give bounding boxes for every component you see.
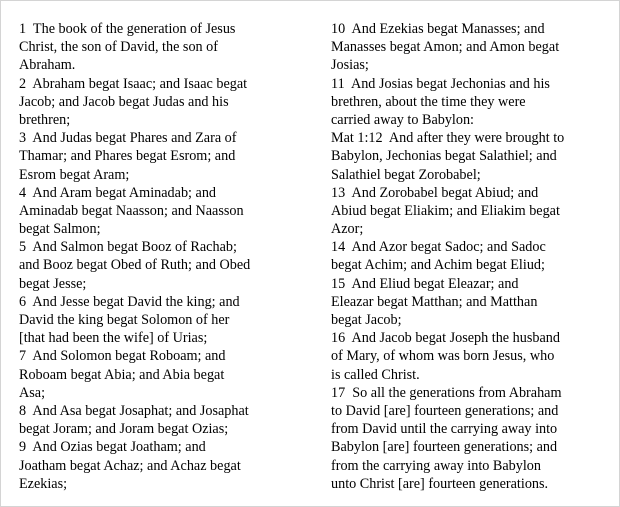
text-line: Manasses begat Amon; and Amon begat [331, 39, 560, 56]
text-line: 11 And Josias begat Jechonias and his [331, 75, 550, 92]
text-line: [that had been the wife] of Urias; [19, 330, 208, 347]
text-line: is called Christ. [331, 366, 420, 383]
text-line: 2 Abraham begat Isaac; and Isaac begat [19, 75, 248, 92]
text-line: of Mary, of whom was born Jesus, who [331, 348, 555, 365]
text-line: brethren; [19, 111, 71, 128]
text-line: 13 And Zorobabel begat Abiud; and [331, 184, 539, 201]
text-line: begat Achim; and Achim begat Eliud; [331, 257, 545, 274]
text-line: from David until the carrying away into [331, 421, 558, 438]
text-line: begat Jesse; [19, 275, 87, 292]
text-line: Aminadab begat Naasson; and Naasson [19, 202, 244, 219]
text-line: Babylon, Jechonias begat Salathiel; and [331, 148, 557, 165]
text-line: Abraham. [19, 57, 76, 74]
text-line: begat Jacob; [331, 312, 402, 328]
text-line: Mat 1:12 And after they were brought to [331, 130, 565, 147]
text-line: Jacob; and Jacob begat Judas and his [19, 93, 229, 110]
text-line: Asa; [19, 384, 46, 401]
text-line: carried away to Babylon: [331, 111, 475, 128]
text-line: Joatham begat Achaz; and Achaz begat [19, 457, 241, 474]
text-line: Eleazar begat Matthan; and Matthan [331, 293, 538, 310]
text-line: Roboam begat Abia; and Abia begat [19, 366, 225, 383]
text-line: Christ, the son of David, the son of [19, 39, 218, 56]
text-line: Thamar; and Phares begat Esrom; and [19, 148, 236, 165]
text-line: unto Christ [are] fourteen generations. [331, 475, 549, 492]
text-line: David the king begat Solomon of her [19, 312, 230, 328]
text-line: 1 The book of the generation of Jesus [19, 21, 236, 37]
text-line: 16 And Jacob begat Joseph the husband [331, 330, 560, 347]
text-line: 14 And Azor begat Sadoc; and Sadoc [331, 239, 546, 256]
text-line: begat Joram; and Joram begat Ozias; [19, 421, 229, 438]
text-line: 8 And Asa begat Josaphat; and Josaphat [19, 402, 249, 419]
text-line: begat Salmon; [19, 221, 101, 238]
text-line: 5 And Salmon begat Booz of Rachab; [19, 239, 237, 256]
text-line: 10 And Ezekias begat Manasses; and [331, 21, 545, 37]
text-line: Azor; [331, 221, 364, 238]
text-line: to David [are] fourteen generations; and [331, 402, 559, 419]
text-line: 15 And Eliud begat Eleazar; and [331, 275, 519, 292]
text-line: and Booz begat Obed of Ruth; and Obed [19, 257, 251, 274]
text-line: 3 And Judas begat Phares and Zara of [19, 130, 237, 147]
text-line: 4 And Aram begat Aminadab; and [19, 184, 217, 201]
right-column [331, 20, 619, 493]
text-line: 6 And Jesse begat David the king; and [19, 293, 240, 310]
text-line: Esrom begat Aram; [19, 166, 130, 183]
text-line: 9 And Ozias begat Joatham; and [19, 439, 206, 456]
text-line: Josias; [331, 57, 369, 74]
text-line: from the carrying away into Babylon [331, 457, 541, 474]
text-line: Abiud begat Eliakim; and Eliakim begat [331, 202, 560, 219]
text-line: 7 And Solomon begat Roboam; and [19, 348, 226, 365]
text-line: Babylon [are] fourteen generations; and [331, 439, 558, 456]
left-column [19, 20, 307, 493]
text-line: Ezekias; [19, 475, 68, 492]
text-line: brethren, about the time they were [331, 93, 526, 110]
text-line: 17 So all the generations from Abraham [331, 384, 562, 401]
text-line: Salathiel begat Zorobabel; [331, 166, 481, 183]
